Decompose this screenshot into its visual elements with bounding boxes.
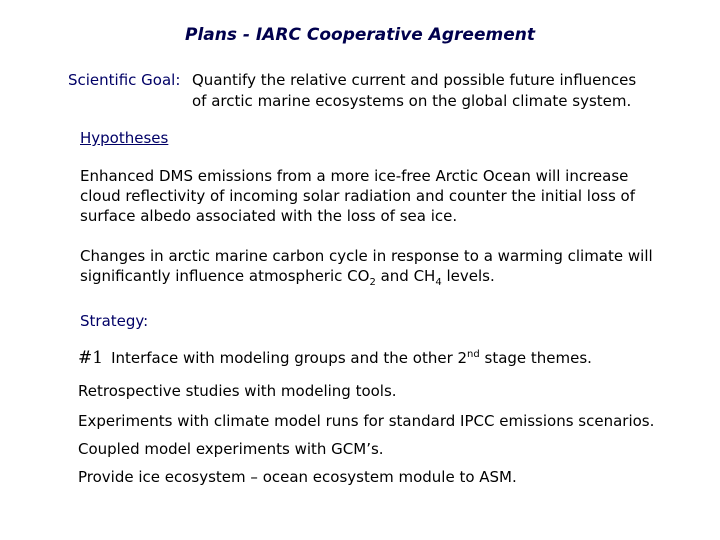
scientific-goal-text: [192, 70, 712, 112]
slide-title: Plans - IARC Cooperative Agreement: [185, 25, 535, 45]
hypothesis-line: [80, 266, 710, 293]
strategy-item: Provide ice ecosystem – ocean ecosystem module to ASM.: [78, 468, 517, 486]
scientific-goal-line: of arctic marine ecosystems on the global climate system.: [192, 92, 632, 110]
ch4-text: and CH: [375, 267, 436, 285]
strategy-item-1: [78, 348, 592, 368]
co2-subscript: 2: [369, 277, 376, 288]
strategy-item-text: stage themes.: [479, 349, 592, 367]
ordinal-superscript: nd: [467, 349, 480, 360]
strategy-item-text: Interface with modeling groups and the other 2: [111, 349, 468, 367]
hypothesis-carbon: [80, 246, 710, 293]
co2-text: significantly influence atmospheric CO: [80, 267, 370, 285]
ch4-subscript: 4: [435, 277, 442, 288]
levels-text: levels.: [441, 267, 495, 285]
hypothesis-line: cloud reflectivity of incoming solar radiation and counter the initial loss of: [80, 187, 635, 205]
strategy-number: #1: [78, 348, 104, 368]
scientific-goal-label: Scientific Goal:: [68, 71, 181, 89]
hypothesis-dms: [80, 166, 710, 226]
hypothesis-line: surface albedo associated with the loss of sea ice.: [80, 207, 458, 225]
strategy-item: Retrospective studies with modeling tools.: [78, 382, 397, 400]
strategy-heading: Strategy:: [80, 312, 149, 330]
hypotheses-heading: Hypotheses: [80, 129, 169, 147]
strategy-item: Coupled model experiments with GCM’s.: [78, 440, 384, 458]
hypothesis-line: Enhanced DMS emissions from a more ice-free Arctic Ocean will increase: [80, 167, 629, 185]
hypothesis-line: Changes in arctic marine carbon cycle in response to a warming climate will: [80, 247, 653, 265]
strategy-item: Experiments with climate model runs for standard IPCC emissions scenarios.: [78, 412, 655, 430]
scientific-goal-line: Quantify the relative current and possible future influences: [192, 71, 637, 89]
